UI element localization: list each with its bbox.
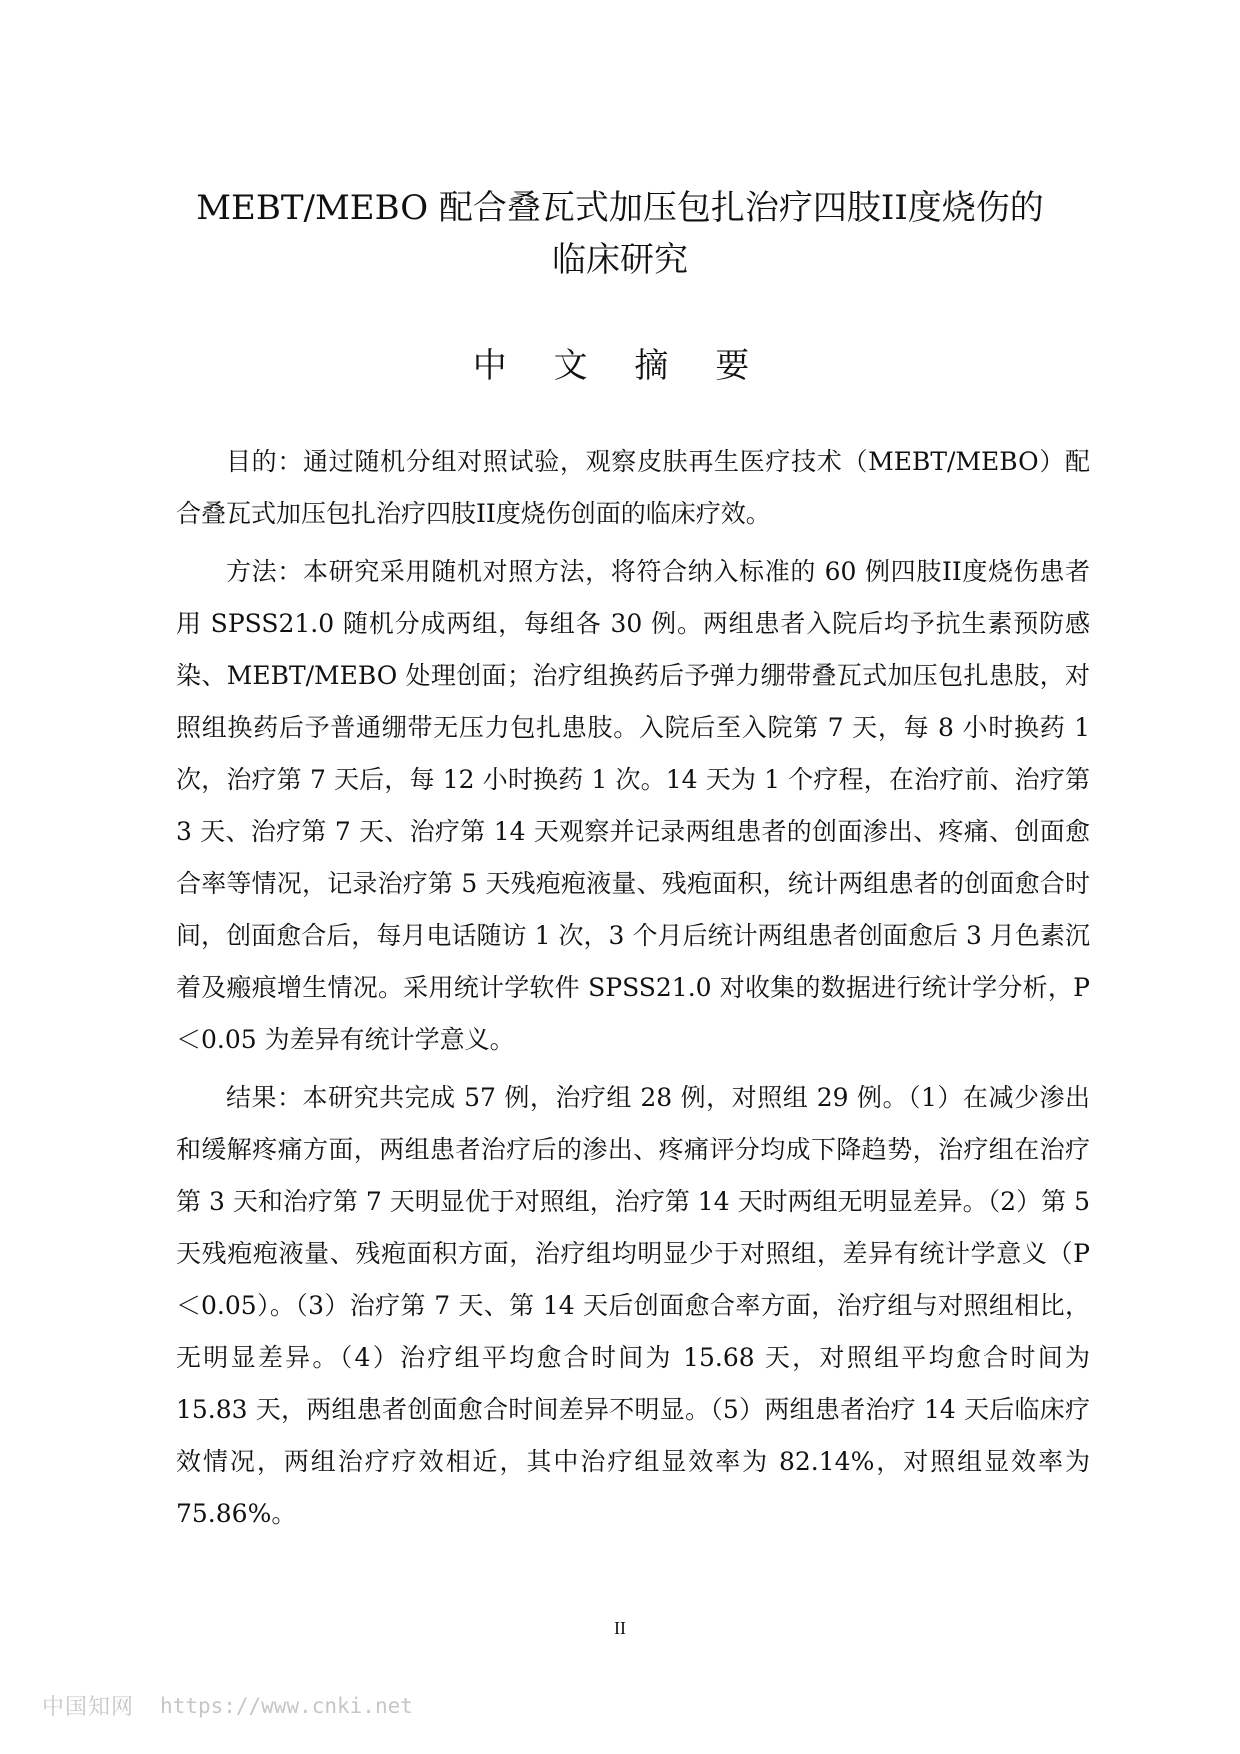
cnki-url-link[interactable]: https://www.cnki.net (160, 1693, 413, 1718)
cnki-logo: 中国知网 (42, 1695, 135, 1720)
abstract-heading: 中 文 摘 要 (472, 346, 768, 386)
page-number: II (614, 1618, 626, 1638)
thesis-title-line-2: 临床研究 (552, 240, 688, 280)
abstract-body (176, 436, 1090, 1546)
cnki-watermark (42, 1690, 413, 1721)
abstract-objective-paragraph: 目的：通过随机分组对照试验，观察皮肤再生医疗技术（MEBT/MEBO）配合叠瓦式加压包扎治疗四肢II度烧伤创面的临床疗效。 (176, 447, 1090, 528)
thesis-title-line-1: MEBT/MEBO 配合叠瓦式加压包扎治疗四肢II度烧伤的 (196, 188, 1044, 228)
thesis-title (0, 182, 1240, 286)
abstract-results-paragraph: 结果：本研究共完成 57 例，治疗组 28 例，对照组 29 例。（1）在减少渗出和缓解疼痛方面，两组患者治疗后的渗出、疼痛评分均成下降趋势，治疗组在治疗第 3 天和治疗第 7 天明显优于对照组，治疗第 14 天时两组无明显差异。（2）第 5 天残疱疱液量、残疱面积方面，治疗组均明显少于对照组，差异有统计学意义（P＜0.05）。（3）治疗第 7 天、第 14 天后创面愈合率方面，治疗组与对照组相比，无明显差异。（4）治疗组平均愈合时间为 15.68 天，对照组平均愈合时间为 15.83 天，两组患者创面愈合时间差异不明显。（5）两组患者治疗 14 天后临床疗效情况，两组治疗疗效相近，其中治疗组显效率为 82.14%，对照组显效率为 75.86%。 (176, 1083, 1090, 1528)
abstract-methods-paragraph: 方法：本研究采用随机对照方法，将符合纳入标准的 60 例四肢II度烧伤患者用 SPSS21.0 随机分成两组，每组各 30 例。两组患者入院后均予抗生素预防感染、MEBT/MEBO 处理创面；治疗组换药后予弹力绷带叠瓦式加压包扎患肢，对照组换药后予普通绷带无压力包扎患肢。入院后至入院第 7 天，每 8 小时换药 1 次，治疗第 7 天后，每 12 小时换药 1 次。14 天为 1 个疗程，在治疗前、治疗第 3 天、治疗第 7 天、治疗第 14 天观察并记录两组患者的创面渗出、疼痛、创面愈合率等情况，记录治疗第 5 天残疱疱液量、残疱面积，统计两组患者的创面愈合时间，创面愈合后，每月电话随访 1 次，3 个月后统计两组患者创面愈后 3 月色素沉着及瘢痕增生情况。采用统计学软件 SPSS21.0 对收集的数据进行统计学分析，P＜0.05 为差异有统计学意义。 (176, 557, 1090, 1054)
